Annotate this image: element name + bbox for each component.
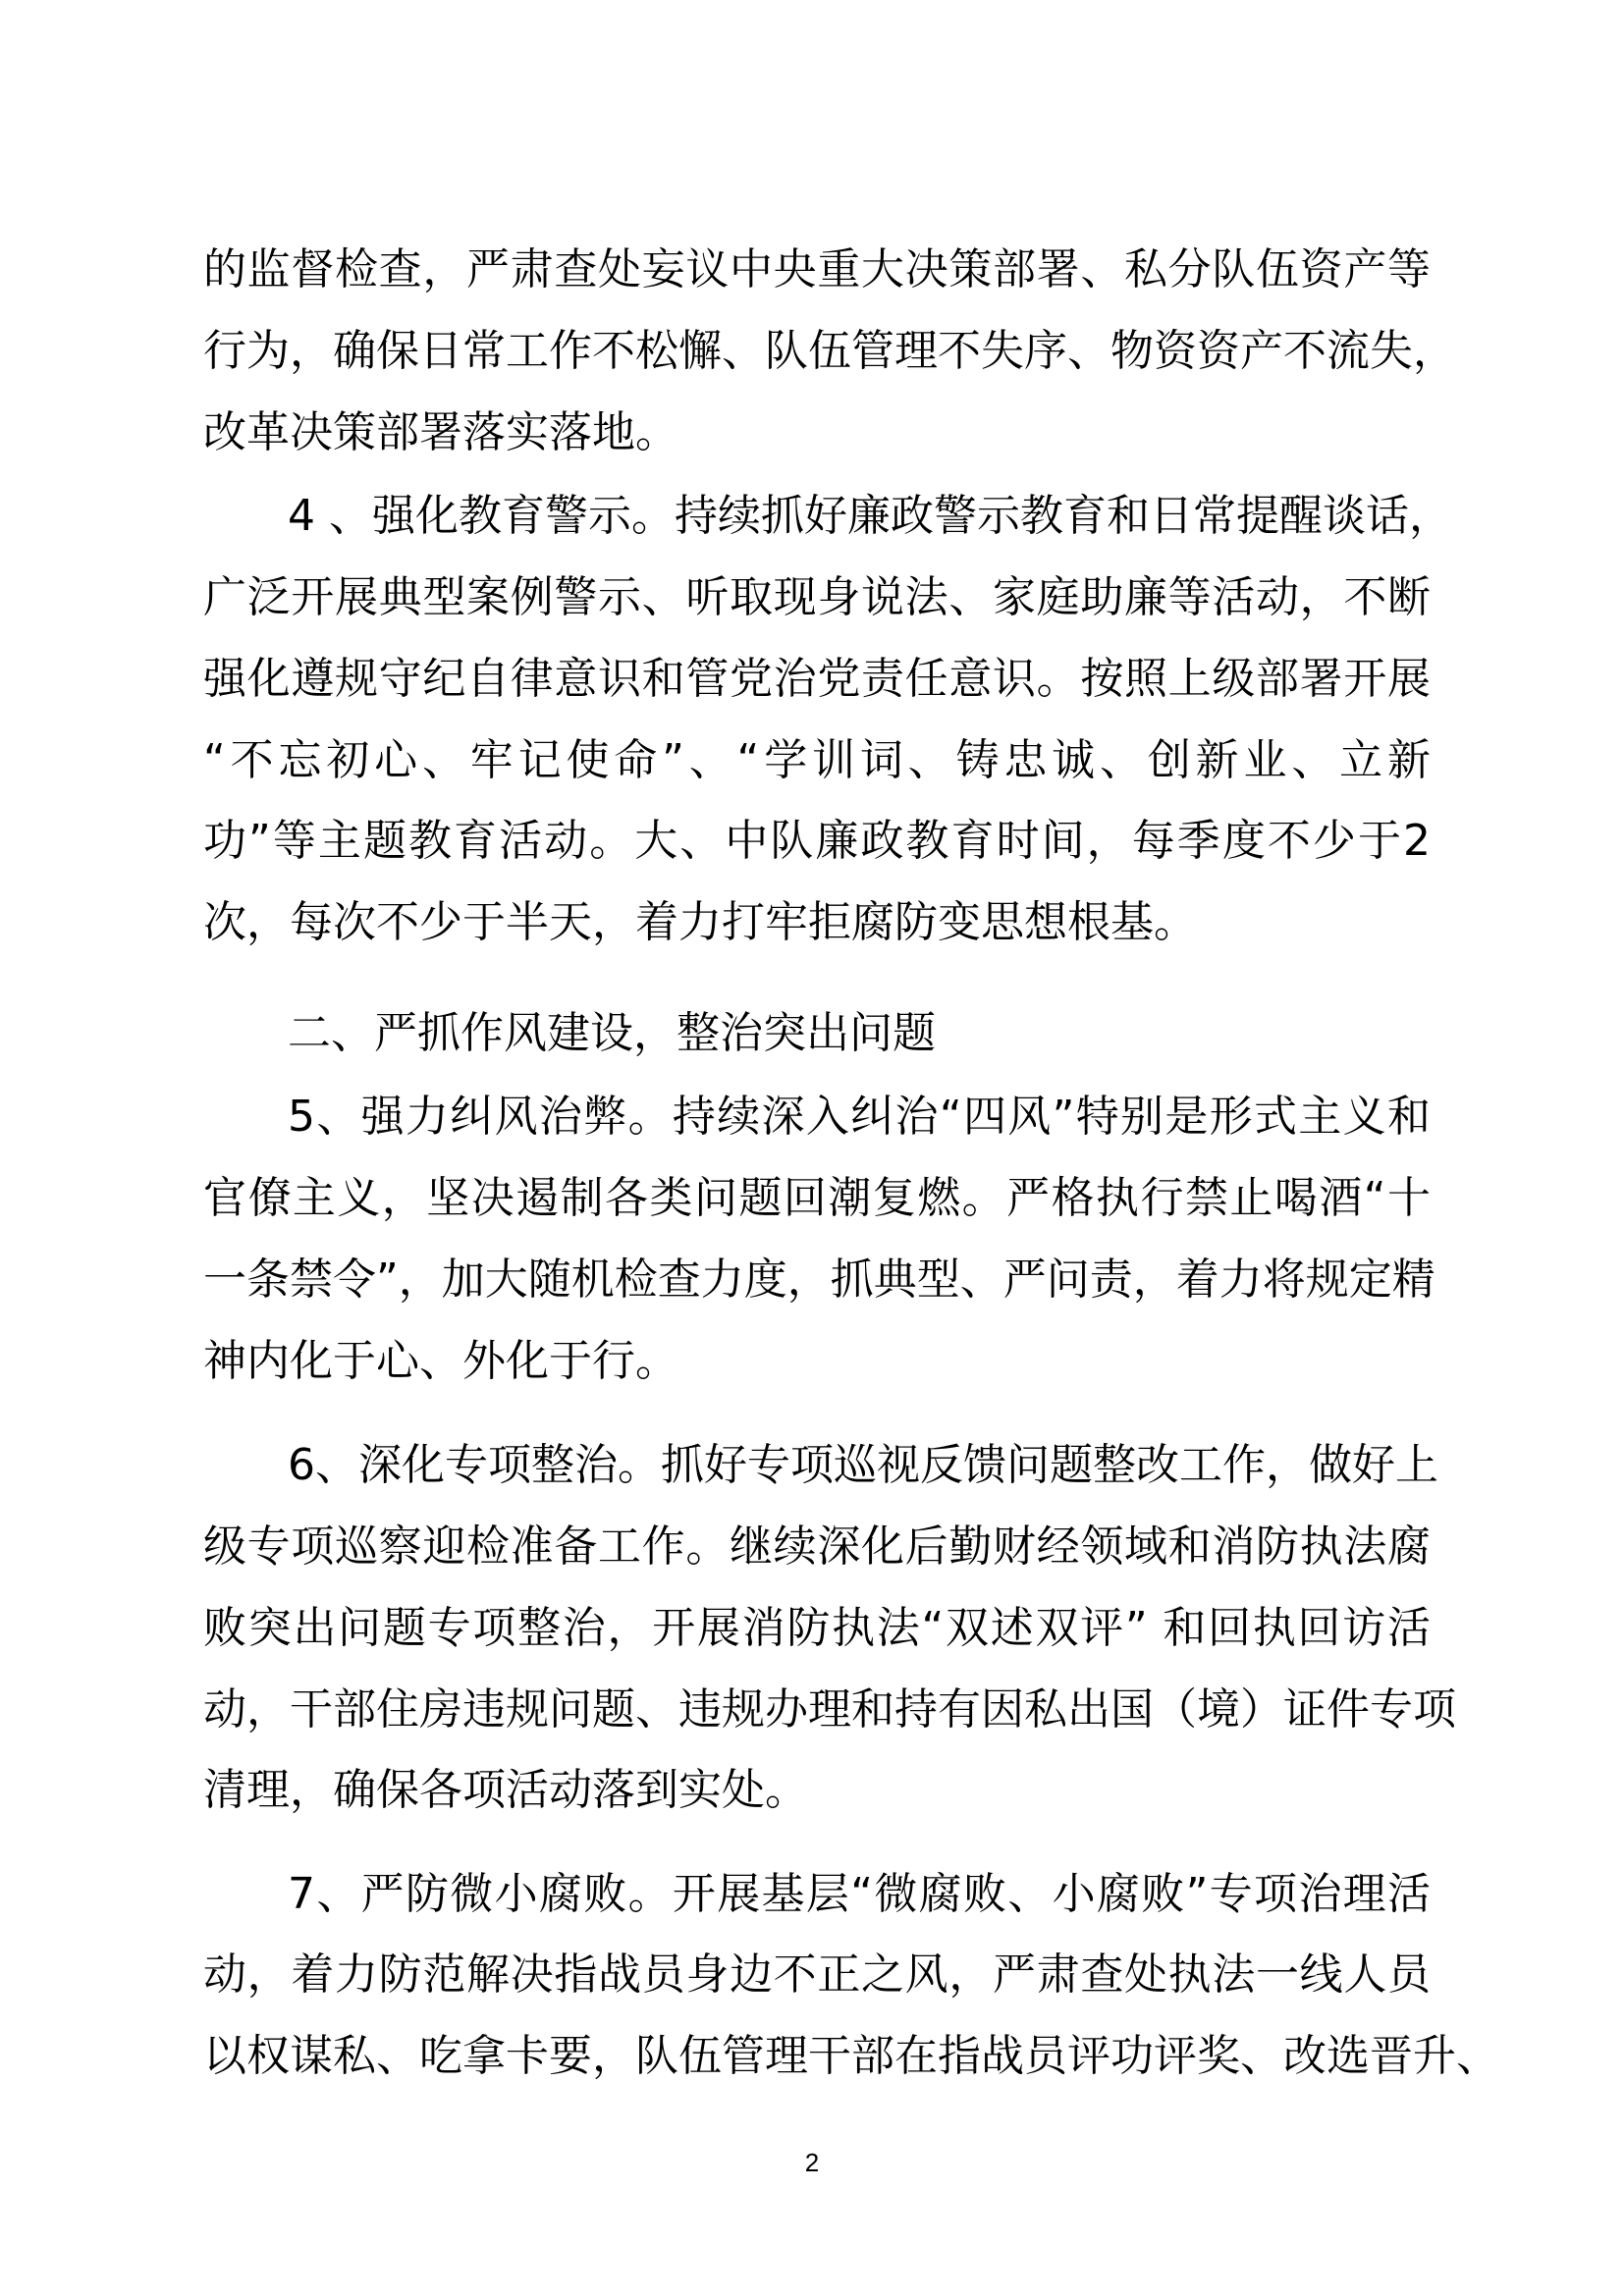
text-line: 清理，确保各项活动落到实处。 [203,1765,808,1815]
text-line: 级专项巡察迎检准备工作。继续深化后勤财经领域和消防执法腐 [203,1522,1431,1572]
text-line: 一条禁令”，加大随机检查力度，抓典型、严问责，着力将规定精 [203,1255,1435,1305]
text-line: 以权谋私、吃拿卡要，队伍管理干部在指战员评功评奖、改选晋升、 [203,2031,1499,2081]
text-line: 广泛开展典型案例警示、听取现身说法、家庭助廉等活动，不断 [203,572,1431,622]
page-number: 2 [804,2148,820,2177]
text-line: 动，干部住房违规问题、违规办理和持有因私出国（境）证件专项 [203,1684,1456,1735]
text-line: 7、严防微小腐败。开展基层“微腐败、小腐败”专项治理活 [288,1869,1431,1919]
text-line: 的监督检查，严肃查处妄议中央重大决策部署、私分队伍资产等 [203,244,1431,294]
text-line: 败突出问题专项整治，开展消防执法“双述双评” 和回执回访活 [203,1603,1431,1653]
text-line: 官僚主义，坚决遏制各类问题回潮复燃。严格执行禁止喝酒“十 [203,1173,1431,1223]
text-line: 5、强力纠风治弊。持续深入纠治“四风”特别是形式主义和 [288,1092,1431,1142]
text-line: “不忘初心、牢记使命”、“学训词、铸忠诚、创新业、立新 [203,735,1431,785]
heading-text: 二、严抓作风建设，整治突出问题 [288,1008,936,1058]
text-line: 强化遵规守纪自律意识和管党治党责任意识。按照上级部署开展 [203,654,1431,704]
text-line: 次，每次不少于半天，着力打牢拒腐防变思想根基。 [203,897,1197,947]
text-line: 6、深化专项整治。抓好专项巡视反馈问题整改工作，做好上 [288,1440,1438,1490]
text-line: 动，着力防范解决指战员身边不正之风，严肃查处执法一线人员 [203,1949,1431,2000]
text-line: 行为，确保日常工作不松懈、队伍管理不失序、物资资产不流失， [203,326,1456,376]
text-line: 功”等主题教育活动。大、中队廉政教育时间，每季度不少于2 [203,816,1431,866]
text-line: 神内化于心、外化于行。 [203,1336,678,1386]
text-line: 4 、强化教育警示。持续抓好廉政警示教育和日常提醒谈话， [288,491,1452,541]
text-line: 改革决策部署落实落地。 [203,407,678,457]
